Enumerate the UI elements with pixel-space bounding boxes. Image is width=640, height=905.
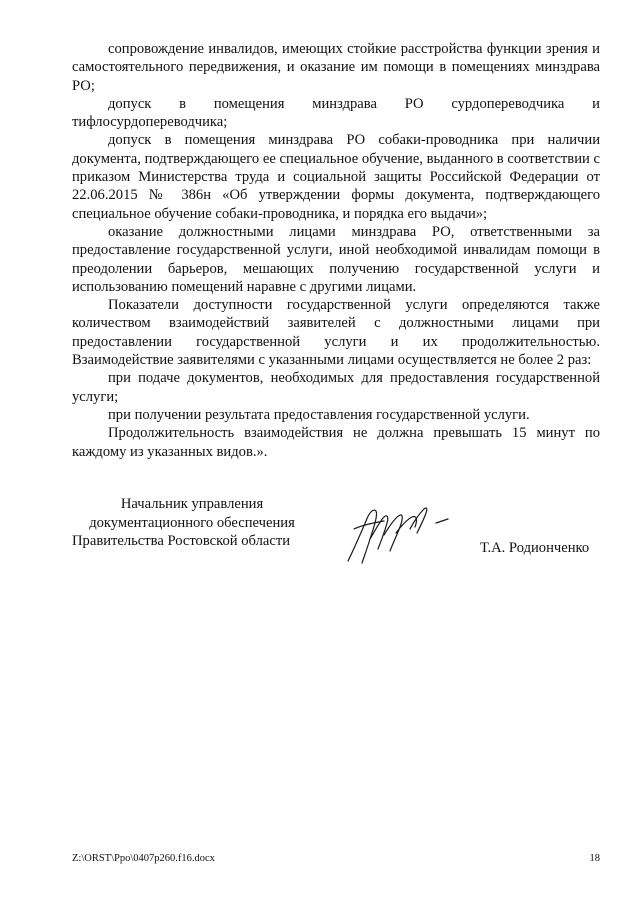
handwritten-signature [340, 499, 460, 569]
signatory-title-line: Правительства Ростовской области [72, 533, 291, 550]
document-body [72, 40, 600, 461]
paragraph-guide-dog: допуск в помещения минздрава РО собаки-проводника при наличии документа, подтверждающего ее специальное обучение, выданного в соответствии с приказом Министерства труда и социальной защиты Российской Федерации от 22.06.2015 № 386н «Об утверждении формы документа, подтверждающего специальное обучение собаки-проводника, и порядка его выдачи»; [72, 132, 600, 222]
paragraph-official-assistance: оказание должностными лицами минздрава РО, ответственными за предоставление государственной услуги, иной необходимой инвалидам помощи в преодолении барьеров, мешающих получению государственной услуги и использованию помещений наравне с другими лицами. [72, 223, 600, 295]
page-number: 18 [589, 853, 600, 864]
paragraph-result-receipt: при получении результата предоставления государственной услуги. [108, 406, 530, 423]
signatory-title-line: документационного обеспечения [89, 514, 295, 531]
signatory-title [72, 495, 312, 551]
paragraph-document-submission: при подаче документов, необходимых для предоставления государственной услуги; [72, 370, 600, 405]
paragraph-sign-interpreter: допуск в помещения минздрава РО сурдопереводчика и тифлосурдопереводчика; [72, 95, 600, 131]
signature-block [0, 495, 640, 585]
signatory-title-line: Начальник управления [120, 496, 264, 512]
signatory-name: Т.А. Родионченко [480, 540, 590, 556]
paragraph-accessibility-indicators: Показатели доступности государственной услуги определяются также количеством взаимодействий заявителей с должностными лицами при предоставлении государственной услуги и их продолжительностью. Взаимодействие заявителями с указанными лицами осуществляется не более 2 раз: [72, 297, 600, 369]
paragraph-escort-disabled: сопровождение инвалидов, имеющих стойкие расстройства функции зрения и самостоятельного передвижения, и оказание им помощи в помещениях минздрава РО; [72, 41, 600, 94]
footer-file-path: Z:\ORST\Ppo\0407p260.f16.docx [72, 853, 215, 864]
paragraph-interaction-duration: Продолжительность взаимодействия не должна превышать 15 минут по каждому из указанных видов.». [72, 425, 600, 460]
